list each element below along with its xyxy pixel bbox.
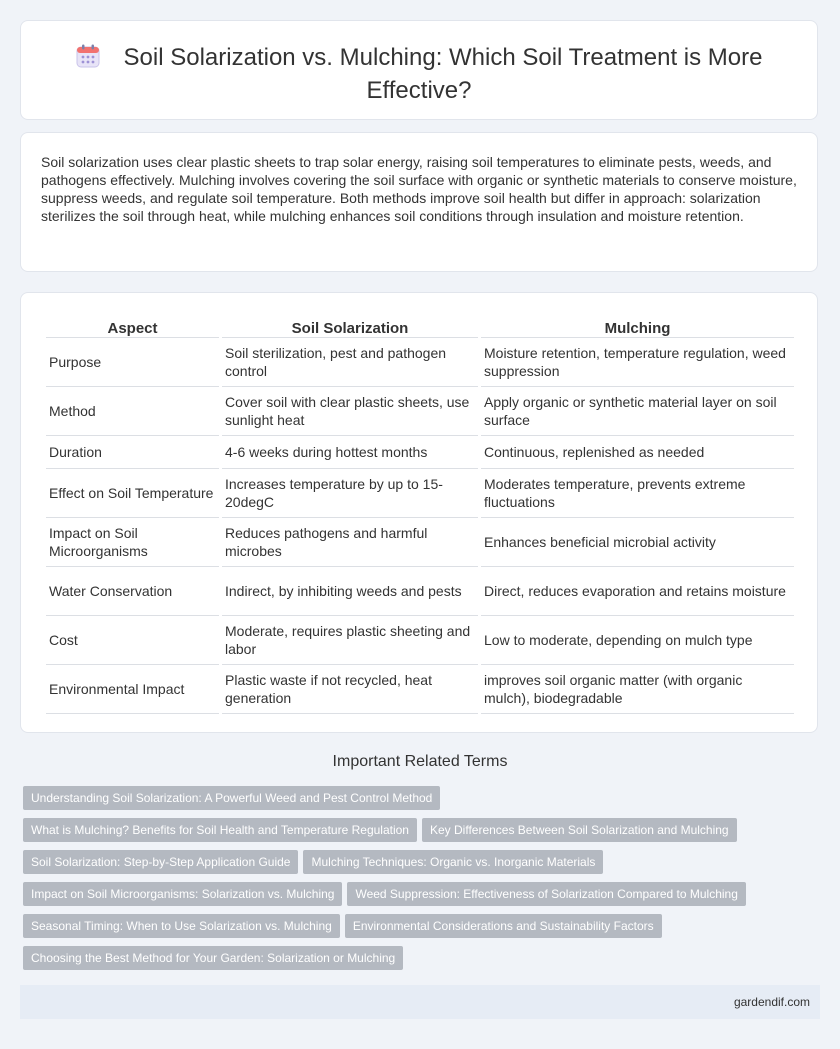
row-aspect: Cost — [46, 616, 219, 665]
header-aspect: Aspect — [46, 315, 219, 338]
comparison-table — [43, 315, 797, 714]
related-terms-title: Important Related Terms — [332, 753, 508, 770]
row-aspect: Impact on Soil Microorganisms — [46, 518, 219, 567]
header-mulching: Mulching — [481, 315, 794, 338]
row-solarization: Indirect, by inhibiting weeds and pests — [222, 567, 478, 616]
related-term-tag[interactable]: Impact on Soil Microorganisms: Solarization vs. Mulching — [23, 882, 342, 906]
row-mulching: Apply organic or synthetic material layer on soil surface — [481, 387, 794, 436]
row-mulching: Direct, reduces evaporation and retains moisture — [481, 567, 794, 616]
related-term-tag[interactable]: Soil Solarization: Step-by-Step Application Guide — [23, 850, 298, 874]
related-term-tag[interactable]: Environmental Considerations and Sustainability Factors — [345, 914, 662, 938]
table-row — [46, 665, 794, 714]
row-solarization: Soil sterilization, pest and pathogen control — [222, 338, 478, 387]
related-term-tag[interactable]: What is Mulching? Benefits for Soil Health and Temperature Regulation — [23, 818, 417, 842]
related-term-tag[interactable]: Key Differences Between Soil Solarization and Mulching — [422, 818, 737, 842]
row-mulching: Moderates temperature, prevents extreme fluctuations — [481, 469, 794, 518]
intro-card — [20, 132, 818, 272]
table-row — [46, 387, 794, 436]
row-mulching: improves soil organic matter (with organic mulch), biodegradable — [481, 665, 794, 714]
header-card — [20, 20, 818, 120]
table-row — [46, 518, 794, 567]
footer — [20, 985, 820, 1019]
row-solarization: Increases temperature by up to 15-20degC — [222, 469, 478, 518]
row-aspect: Duration — [46, 436, 219, 469]
row-aspect: Purpose — [46, 338, 219, 387]
table-row — [46, 469, 794, 518]
row-solarization: Moderate, requires plastic sheeting and labor — [222, 616, 478, 665]
comparison-card — [20, 292, 818, 733]
calendar-icon — [76, 44, 100, 76]
row-aspect: Water Conservation — [46, 567, 219, 616]
related-terms-list — [23, 786, 823, 978]
footer-site-link[interactable]: gardendif.com — [733, 995, 810, 1009]
row-solarization: Plastic waste if not recycled, heat generation — [222, 665, 478, 714]
row-mulching: Low to moderate, depending on mulch type — [481, 616, 794, 665]
row-aspect: Effect on Soil Temperature — [46, 469, 219, 518]
row-solarization: Reduces pathogens and harmful microbes — [222, 518, 478, 567]
row-solarization: Cover soil with clear plastic sheets, use sunlight heat — [222, 387, 478, 436]
page-title-wrapper — [21, 43, 817, 106]
table-row — [46, 567, 794, 616]
table-header-row — [46, 315, 794, 338]
related-term-tag[interactable]: Choosing the Best Method for Your Garden: Solarization or Mulching — [23, 946, 403, 970]
table-row — [46, 616, 794, 665]
header-soil-solarization: Soil Solarization — [222, 315, 478, 338]
page-title: Soil Solarization vs. Mulching: Which Soil Treatment is More Effective? — [123, 44, 763, 104]
intro-paragraph: Soil solarization uses clear plastic sheets to trap solar energy, raising soil temperatures to eliminate pests, weeds, and pathogens effectively. Mulching involves covering the soil surface with organic or synthetic materials to conserve moisture, suppress weeds, and regulate soil temperature. Both methods improve soil health but differ in approach: solarization sterilizes the soil through heat, while mulching enhances soil conditions through insulation and moisture retention. — [41, 154, 797, 224]
related-term-tag[interactable]: Understanding Soil Solarization: A Powerful Weed and Pest Control Method — [23, 786, 440, 810]
row-aspect: Environmental Impact — [46, 665, 219, 714]
row-mulching: Moisture retention, temperature regulation, weed suppression — [481, 338, 794, 387]
related-term-tag[interactable]: Seasonal Timing: When to Use Solarization vs. Mulching — [23, 914, 340, 938]
table-row — [46, 436, 794, 469]
related-term-tag[interactable]: Mulching Techniques: Organic vs. Inorganic Materials — [303, 850, 603, 874]
row-aspect: Method — [46, 387, 219, 436]
table-row — [46, 338, 794, 387]
row-mulching: Continuous, replenished as needed — [481, 436, 794, 469]
row-solarization: 4-6 weeks during hottest months — [222, 436, 478, 469]
related-term-tag[interactable]: Weed Suppression: Effectiveness of Solarization Compared to Mulching — [347, 882, 745, 906]
row-mulching: Enhances beneficial microbial activity — [481, 518, 794, 567]
